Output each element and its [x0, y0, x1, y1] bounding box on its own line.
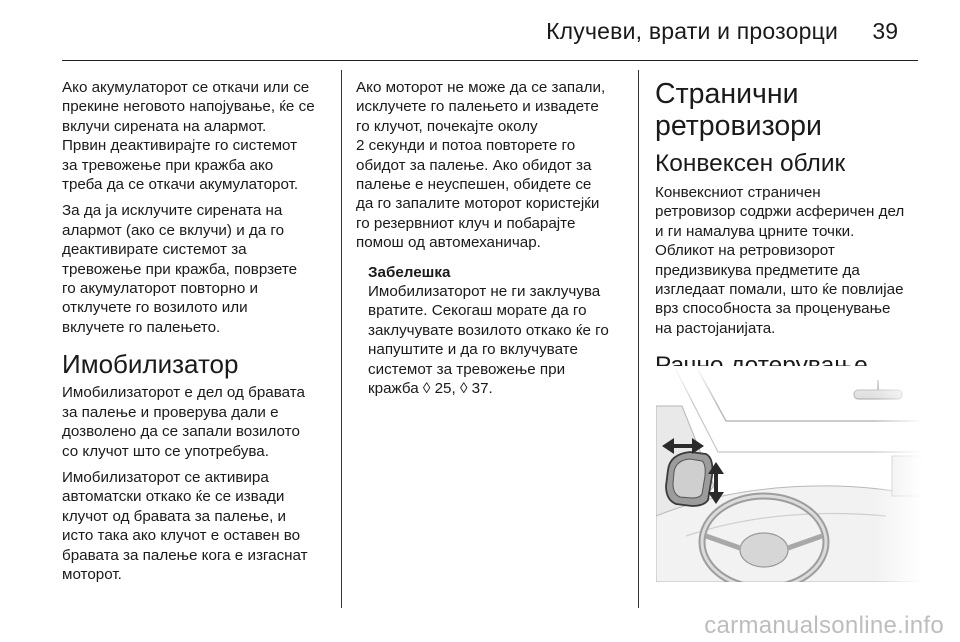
immobiliser-activation-paragraph: Имобилизаторот се активира автоматски откако ќе се извади клучот од бравата за палење, и исто така ако клучот е оставен во бравата за палење кога е изгаснат моторот.: [62, 468, 308, 583]
column-right: [655, 78, 925, 385]
battery-alarm-paragraph: Ако акумулаторот се откачи или се прекине неговото напојување, ќе се вклучи сирената на алармот. Првин деактивирајте го системот за тревожење при кражба ако треба да се откачи акумулаторот.: [62, 79, 315, 194]
header-rule: [62, 60, 918, 61]
mirror-adjustment-illustration: [656, 366, 922, 582]
running-header-title: Клучеви, врати и прозорци: [546, 18, 838, 44]
note-title: Забелешка: [368, 263, 451, 281]
immobiliser-paragraph: Имобилизаторот е дел од бравата за палење и проверува дали е дозволено да се запали возилото со клучот што се употребува.: [62, 384, 305, 460]
side-mirrors-heading: Странични ретровизори: [655, 78, 822, 142]
engine-start-paragraph: Ако моторот не може да се запали, исклучете го палењето и извадете го клучот, почекајте околу 2 секунди и потоа повторете го обидот за палење. Ако обидот за палење е неуспешен, обидете се да го запалите моторот користејќи го резервниот клуч и побарајте помош од автомеханичар.: [356, 79, 606, 252]
convex-shape-paragraph: Конвексниот страничен ретровизор содржи асферичен дел и ги намалува црните точки. Обликот на ретровизорот предизвикува предметите да изгледаат помали, што ќе повлијае врз способноста за проценување на растојанијата.: [655, 184, 905, 337]
note-box: [368, 263, 628, 399]
watermark-url: carmanualsonline.info: [704, 612, 944, 639]
convex-shape-heading: Конвексен облик: [655, 150, 846, 177]
column-left: [62, 78, 330, 591]
immobiliser-heading: Имобилизатор: [62, 349, 239, 380]
column-divider: [638, 70, 639, 608]
note-text: Имобилизаторот не ги заклучува вратите. Секогаш морате да го заклучувате возилото откако ќе го напуштите и да го вклучувате системот за тревожење при кражба ◊ 25, ◊ 37.: [368, 283, 609, 398]
page-number: 39: [872, 18, 898, 44]
alarm-disable-paragraph: За да ја исклучите сирената на алармот (ако се вклучи) и да го деактивирате системот за тревожење при кражба, поврзете го акумулаторот повторно и отклучете го возилото или вклучете го палењето.: [62, 202, 298, 336]
column-middle: [356, 78, 628, 406]
column-divider: [341, 70, 342, 608]
